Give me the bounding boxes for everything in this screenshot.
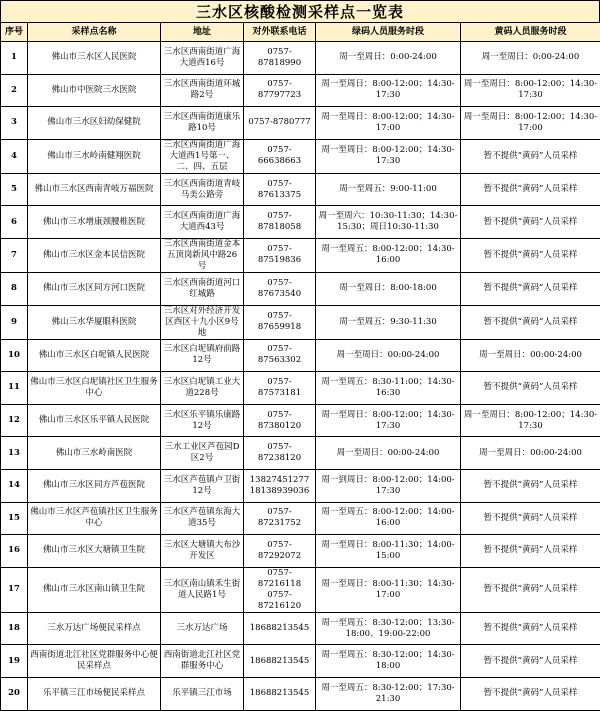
cell-name: 佛山市三水区妇幼保健院	[28, 107, 161, 140]
cell-green-hours: 周一至周五：9:00-11:00	[316, 173, 461, 206]
cell-name: 佛山市三水岭南健翔医院	[28, 139, 161, 173]
cell-phone: 0757-87292072	[244, 535, 316, 568]
cell-address: 三水区西南街道康乐路10号	[161, 107, 244, 140]
cell-no: 11	[1, 372, 28, 405]
table-body	[1, 42, 600, 711]
cell-name: 佛山市中医院三水医院	[28, 74, 161, 107]
cell-name: 佛山市三水区金本民信医院	[28, 238, 161, 272]
cell-yellow-hours: 暂不提供“黄码”人员采样	[461, 173, 600, 206]
cell-address: 三水区南山镇禾生街道人民路1号	[161, 567, 244, 612]
header-phone: 对外联系电话	[244, 23, 316, 42]
cell-no: 2	[1, 74, 28, 107]
cell-yellow-hours: 周一至周日：00:00-24:00	[461, 339, 600, 372]
header-yellow-hours: 黄码人员服务时段	[461, 23, 600, 42]
cell-green-hours: 周一至周六：10:30-11:30；14:30-15:30；周日10:30-11:30	[316, 206, 461, 239]
cell-green-hours: 周一至周日：8:00-11:30；14:30-17:00	[316, 567, 461, 612]
page-title: 三水区核酸检测采样点一览表	[0, 0, 600, 22]
table-row	[1, 107, 600, 140]
cell-name: 佛山市三水区人民医院	[28, 42, 161, 75]
cell-address: 三水区芦苞镇卢卫街12号	[161, 469, 244, 502]
cell-no: 18	[1, 612, 28, 645]
cell-green-hours: 周一至周五：8:00-12:00；14:30-16:00	[316, 238, 461, 272]
cell-no: 17	[1, 567, 28, 612]
table-row	[1, 272, 600, 305]
cell-green-hours: 周一至周五：8:00-12:00；14:00-16:00	[316, 502, 461, 535]
cell-yellow-hours: 暂不提供“黄码”人员采样	[461, 139, 600, 173]
header-green-hours: 绿码人员服务时段	[316, 23, 461, 42]
table-row	[1, 305, 600, 339]
cell-phone: 0757-66638663	[244, 139, 316, 173]
cell-no: 3	[1, 107, 28, 140]
cell-green-hours: 周一至周日：8:00-18:00	[316, 272, 461, 305]
cell-phone: 0757-87231752	[244, 502, 316, 535]
cell-no: 13	[1, 437, 28, 470]
cell-yellow-hours: 暂不提供“黄码”人员采样	[461, 206, 600, 239]
cell-yellow-hours: 暂不提供“黄码”人员采样	[461, 238, 600, 272]
cell-green-hours: 周一至周日：00:00-24:00	[316, 339, 461, 372]
table-row	[1, 206, 600, 239]
cell-green-hours: 周一至周五：8:30-12:00；13:30-18:00、19:00-22:00	[316, 612, 461, 645]
cell-address: 三水区西南街道广海大道西43号	[161, 206, 244, 239]
cell-green-hours: 周一至周五：9:30-11:30	[316, 305, 461, 339]
cell-yellow-hours: 暂不提供“黄码”人员采样	[461, 272, 600, 305]
cell-yellow-hours: 周一至周日：8:00-12:00；14:30-17:00	[461, 107, 600, 140]
header-no: 序号	[1, 23, 28, 42]
cell-name: 佛山市三水区白坭镇人民医院	[28, 339, 161, 372]
cell-phone: 0757-87818058	[244, 206, 316, 239]
cell-yellow-hours: 周一至周日：8:00-12:00；14:30-17:30	[461, 404, 600, 437]
cell-no: 14	[1, 469, 28, 502]
cell-no: 8	[1, 272, 28, 305]
cell-yellow-hours: 周一至周日：00:00-24:00	[461, 437, 600, 470]
cell-name: 佛山市三水区西南青岐万福医院	[28, 173, 161, 206]
cell-address: 三水工业区芦苞园D区2号	[161, 437, 244, 470]
cell-green-hours: 周一至周五：8:30-12:00；17:30-21:30	[316, 677, 461, 710]
cell-name: 佛山市三水区大塘镇卫生院	[28, 535, 161, 568]
cell-name: 佛山市三水区南山镇卫生院	[28, 567, 161, 612]
cell-no: 9	[1, 305, 28, 339]
cell-address: 乐平镇三江市场	[161, 677, 244, 710]
cell-phone: 0757-87563302	[244, 339, 316, 372]
cell-name: 佛山三水华厦眼科医院	[28, 305, 161, 339]
header-address: 地址	[161, 23, 244, 42]
cell-address: 三水区西南街道广海大道西1号第一、二、四、五层	[161, 139, 244, 173]
cell-green-hours: 周一至周日：8:00-12:00；14:30-17:30	[316, 139, 461, 173]
cell-name: 佛山市三水增康颈腰椎医院	[28, 206, 161, 239]
cell-yellow-hours: 暂不提供“黄码”人员采样	[461, 645, 600, 678]
cell-name: 三水万达广场便民采样点	[28, 612, 161, 645]
cell-address: 三水区大塘镇大布沙开发区	[161, 535, 244, 568]
cell-yellow-hours: 暂不提供“黄码”人员采样	[461, 305, 600, 339]
cell-green-hours: 周一至周日：8:00-12:00；14:30-17:30	[316, 74, 461, 107]
table-row	[1, 502, 600, 535]
table-row	[1, 437, 600, 470]
cell-address: 三水区乐平镇乐康路12号	[161, 404, 244, 437]
cell-address: 三水万达广场	[161, 612, 244, 645]
cell-phone: 0757-87216118 0757-87216120	[244, 567, 316, 612]
cell-no: 5	[1, 173, 28, 206]
table-row	[1, 339, 600, 372]
cell-name: 乐平镇三江市场便民采样点	[28, 677, 161, 710]
table-row	[1, 645, 600, 678]
cell-no: 16	[1, 535, 28, 568]
cell-no: 1	[1, 42, 28, 75]
cell-green-hours: 周一至周日：0:00-24:00	[316, 42, 461, 75]
table-row	[1, 535, 600, 568]
table-header-row	[1, 23, 600, 42]
cell-no: 15	[1, 502, 28, 535]
cell-phone: 0757-87519836	[244, 238, 316, 272]
cell-phone: 0757-87673540	[244, 272, 316, 305]
cell-name: 佛山市三水区白坭镇社区卫生服务中心	[28, 372, 161, 405]
cell-phone: 0757-8780777	[244, 107, 316, 140]
cell-address: 三水区西南街道金本五顶岗新风中路26号	[161, 238, 244, 272]
cell-green-hours: 周一至周五：8:30-12:00；14:30-18:00	[316, 645, 461, 678]
table-row	[1, 74, 600, 107]
cell-no: 19	[1, 645, 28, 678]
table-row	[1, 404, 600, 437]
cell-yellow-hours: 周一至周日：8:00-12:00；14:30-17:30	[461, 74, 600, 107]
cell-name: 西南街道北江社区党群服务中心便民采样点	[28, 645, 161, 678]
cell-address: 三水区西南街道青岐马美公路旁	[161, 173, 244, 206]
cell-address: 三水区芦苞镇东海大道35号	[161, 502, 244, 535]
cell-address: 西南街道北江社区党群服务中心	[161, 645, 244, 678]
cell-name: 佛山市三水区同方芦苞医院	[28, 469, 161, 502]
cell-phone: 18688213545	[244, 612, 316, 645]
cell-address: 三水区西南街道河口红城路	[161, 272, 244, 305]
cell-green-hours: 周一至周日：8:00-12:00；14:30-17:30	[316, 404, 461, 437]
cell-no: 10	[1, 339, 28, 372]
cell-no: 7	[1, 238, 28, 272]
cell-phone: 0757-87573181	[244, 372, 316, 405]
table-row	[1, 469, 600, 502]
cell-yellow-hours: 周一至周日：0:00-24:00	[461, 42, 600, 75]
table-row	[1, 139, 600, 173]
table-row	[1, 567, 600, 612]
table-row	[1, 677, 600, 710]
cell-phone: 0757-87238120	[244, 437, 316, 470]
cell-name: 佛山市三水区同方河口医院	[28, 272, 161, 305]
cell-address: 三水区对外经济开发区西区十九小区9号地	[161, 305, 244, 339]
cell-green-hours: 周一至周日：8:00-12:00；14:30-17:00	[316, 107, 461, 140]
table-row	[1, 173, 600, 206]
cell-address: 三水区白坭镇工业大道228号	[161, 372, 244, 405]
cell-phone: 0757-87797723	[244, 74, 316, 107]
cell-yellow-hours: 暂不提供“黄码”人员采样	[461, 535, 600, 568]
cell-phone: 18688213545	[244, 645, 316, 678]
cell-green-hours: 周一至周日：00:00-24:00	[316, 437, 461, 470]
cell-address: 三水区西南街道广海大道西16号	[161, 42, 244, 75]
header-name: 采样点名称	[28, 23, 161, 42]
cell-yellow-hours: 暂不提供“黄码”人员采样	[461, 612, 600, 645]
cell-yellow-hours: 暂不提供“黄码”人员采样	[461, 469, 600, 502]
cell-yellow-hours: 暂不提供“黄码”人员采样	[461, 677, 600, 710]
cell-phone: 13827451277 18138939036	[244, 469, 316, 502]
cell-green-hours: 周一到周日：8:00-12:00；14:00-17:30	[316, 469, 461, 502]
cell-phone: 18688213545	[244, 677, 316, 710]
cell-phone: 0757-87818990	[244, 42, 316, 75]
cell-phone: 0757-87659918	[244, 305, 316, 339]
cell-no: 20	[1, 677, 28, 710]
cell-yellow-hours: 暂不提供“黄码”人员采样	[461, 372, 600, 405]
table-row	[1, 372, 600, 405]
cell-no: 12	[1, 404, 28, 437]
cell-yellow-hours: 暂不提供“黄码”人员采样	[461, 502, 600, 535]
cell-no: 4	[1, 139, 28, 173]
cell-no: 6	[1, 206, 28, 239]
cell-phone: 0757-87613375	[244, 173, 316, 206]
cell-green-hours: 周一至周五：8:30-11:00；14:30-16:30	[316, 372, 461, 405]
table-row	[1, 42, 600, 75]
cell-address: 三水区白坭镇府前路12号	[161, 339, 244, 372]
sampling-points-table	[0, 22, 600, 711]
cell-name: 佛山市三水岭南医院	[28, 437, 161, 470]
table-row	[1, 612, 600, 645]
cell-name: 佛山市三水区芦苞镇社区卫生服务中心	[28, 502, 161, 535]
cell-green-hours: 周一至周日：8:00-11:30；14:00-15:00	[316, 535, 461, 568]
table-row	[1, 238, 600, 272]
cell-address: 三水区西南街道环城路2号	[161, 74, 244, 107]
cell-yellow-hours: 暂不提供“黄码”人员采样	[461, 567, 600, 612]
cell-phone: 0757-87380120	[244, 404, 316, 437]
cell-name: 佛山市三水区乐平镇人民医院	[28, 404, 161, 437]
